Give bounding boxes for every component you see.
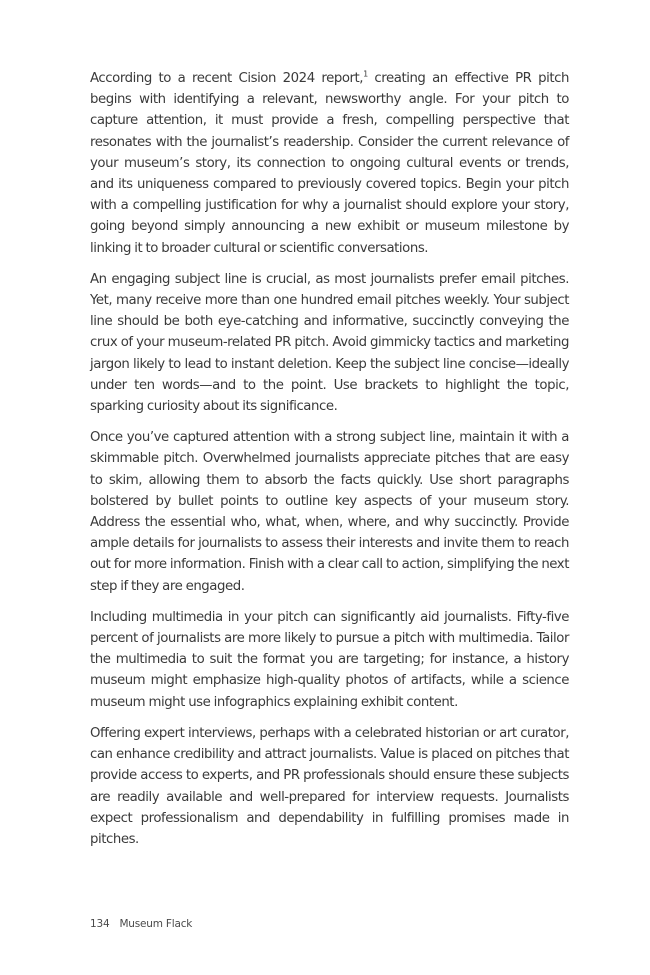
paragraph-1 [90,68,569,259]
footnote-reference[interactable]: 1 [363,69,368,79]
paragraph-1-lead: According to a recent Cision 2024 report, [90,71,364,86]
page-number: 134 [90,918,110,930]
paragraph-2: An engaging subject line is crucial, as most journalists prefer email pitches. Yet, many receive more than one hundred email pitches weekly. Your subject line should be both eye-catching and informative, succinctly conveying the crux of your museum-related PR pitch. Avoid gimmicky tactics and marketing jargon likely to lead to instant deletion. Keep the subject line concise—ideally under ten words—and to the point. Use brackets to highlight the topic, sparking curiosity about its significance. [90,271,569,415]
paragraph-3: Once you’ve captured attention with a strong subject line, maintain it with a skimmable pitch. Overwhelmed journalists appreciate pitches that are easy to skim, allowing them to absorb the facts quickly. Use short paragraphs bolstered by bullet points to outline key aspects of your museum story. Address the essential who, what, when, where, and why succinctly. Provide ample details for journalists to assess their interests and invite them to reach out for more information. Finish with a clear call to action, simplifying the next step if they are engaged. [90,430,569,594]
paragraph-1-rest: creating an effective PR pitch begins with identifying a relevant, newsworthy angle. For your pitch to capture attention, it must provide a fresh, compelling perspective that resonates with the journalist’s readership. Consider the current relevance of your museum’s story, its connection to ongoing cultural events or trends, and its uniqueness compared to previously covered topics. Begin your pitch with a compelling justification for why a journalist should explore your story, going beyond simply announcing a new exhibit or museum milestone by linking it to broader cultural or scientific conversations. [90,71,570,256]
page-footer [90,918,192,930]
paragraph-4: Including multimedia in your pitch can significantly aid journalists. Fifty-five percent of journalists are more likely to pursue a pitch with multimedia. Tailor the multimedia to suit the format you are targeting; for instance, a history museum might emphasize high-quality photos of artifacts, while a science museum might use infographics explaining exhibit content. [90,609,569,710]
page-body [90,68,569,860]
paragraph-5: Offering expert interviews, perhaps with a celebrated historian or art curator, can enhance credibility and attract journalists. Value is placed on pitches that provide access to experts, and PR professionals should ensure these subjects are readily available and well-prepared for interview requests. Journalists expect professionalism and dependability in fulfilling promises made in pitches. [90,725,569,847]
running-title: Museum Flack [119,918,193,930]
